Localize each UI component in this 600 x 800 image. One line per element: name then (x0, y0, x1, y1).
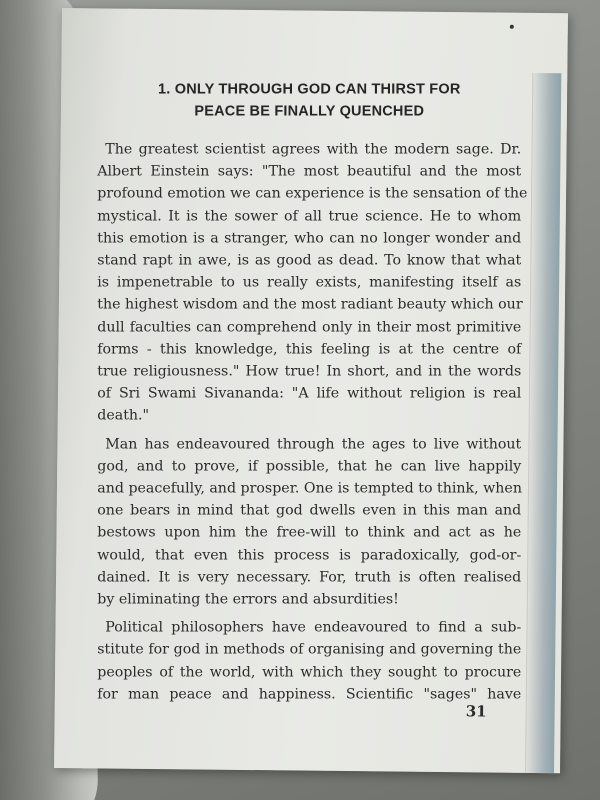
paragraph-man-without-god (97, 433, 521, 611)
text-line: Political philosophers have endeavoured to find a sub- (105, 619, 522, 636)
text-line: Man has endeavoured through the ages to live without (105, 436, 522, 453)
ink-speck (510, 25, 514, 29)
text-line: mystical. It is the sower of all true science. He to whom (97, 207, 522, 224)
page-content (97, 78, 528, 705)
text-line: the highest wisdom and the most radiant beauty which our (97, 296, 523, 313)
text-line: death." (97, 407, 150, 424)
page-number: 31 (465, 702, 487, 721)
text-line: would, that even this process is paradoxically, god-or- (97, 547, 522, 564)
paragraph-political-philosophers (97, 617, 521, 706)
page-stack-edge (525, 73, 561, 773)
text-line: this emotion is a stranger, who can no longer wonder and (97, 230, 522, 247)
text-line: The greatest scientist agrees with the modern sage. Dr. (105, 141, 522, 158)
text-line: peoples of the world, with which they sought to procure (97, 664, 522, 681)
text-line: for man peace and happiness. Scientific "sages" have (97, 686, 522, 703)
text-line: dained. It is very necessary. For, truth is often realised (97, 569, 522, 586)
text-line: by eliminating the errors and absurdities! (97, 591, 399, 608)
text-line: true religiousness." How true! In short, and in the words (97, 363, 522, 380)
text-line: god, and to prove, if possible, that he can live happily (97, 458, 522, 475)
text-line: and peacefully, and prosper. One is tempted to think, when (97, 480, 522, 497)
text-line: dull faculties can comprehend only in their most primitive (97, 318, 522, 335)
chapter-heading (97, 78, 521, 122)
text-line: is impenetrable to us really exists, manifesting itself as (97, 274, 522, 291)
text-line: profound emotion we can experience is the sensation of the (97, 185, 528, 202)
text-line: stand rapt in awe, is as good as dead. To know that what (97, 252, 522, 269)
text-line: bestows upon him the free-will to think and act as he (97, 524, 522, 541)
heading-line: PEACE BE FINALLY QUENCHED (194, 103, 425, 120)
book-page (54, 8, 568, 773)
text-line: forms - this knowledge, this feeling is at the centre of (97, 341, 522, 358)
text-line: Albert Einstein says: "The most beautiful and the most (97, 163, 522, 180)
heading-line: 1. ONLY THROUGH GOD CAN THIRST FOR (158, 81, 461, 98)
text-line: stitute for god in methods of organising and governing the (97, 641, 522, 658)
paragraph-einstein (97, 138, 528, 427)
text-line: one bears in mind that god dwells even in this man and (97, 502, 522, 519)
text-line: of Sri Swami Sivananda: "A life without religion is real (97, 385, 522, 402)
